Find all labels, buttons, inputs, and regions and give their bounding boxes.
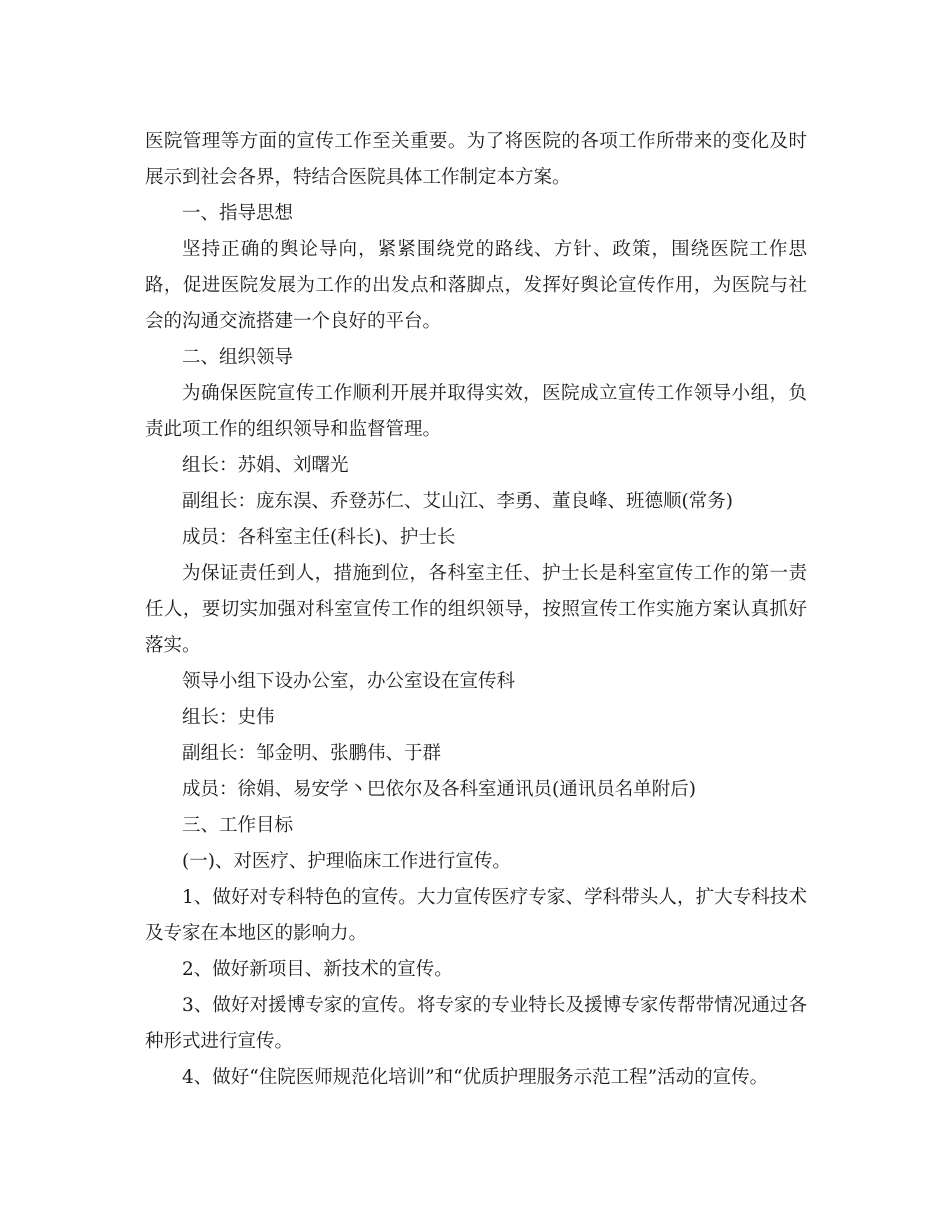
members-line: 成员：各科室主任(科长)、护士长	[182, 527, 456, 548]
responsibility-paragraph: 为保证责任到人，措施到位，各科室主任、护士长是科室宣传工作的第一责任人，要切实加强对科室宣传工作的组织领导，按照宣传工作实施方案认真抓好落实。	[145, 563, 807, 656]
goal-item-2: 2、做好新项目、新技术的宣传。	[182, 959, 453, 980]
goal-item-3: 3、做好对援博专家的宣传。将专家的专业特长及援博专家传帮带情况通过各种形式进行宣传。	[145, 995, 807, 1052]
office-deputy-line: 副组长：邹金明、张鹏伟、于群	[182, 743, 442, 764]
section-heading-organization: 二、组织领导	[182, 347, 294, 368]
section-heading-guiding-ideology: 一、指导思想	[182, 203, 294, 224]
office-line: 领导小组下设办公室，办公室设在宣传科	[182, 671, 516, 692]
goal-item-1: 1、做好对专科特色的宣传。大力宣传医疗专家、学科带头人，扩大专科技术及专家在本地区的影响力。	[145, 887, 807, 944]
group-leader-line: 组长：苏娟、刘曙光	[182, 455, 349, 476]
guiding-ideology-paragraph: 坚持正确的舆论导向，紧紧围绕党的路线、方针、政策，围绕医院工作思路，促进医院发展为工作的出发点和落脚点，发挥好舆论宣传作用，为医院与社会的沟通交流搭建一个良好的平台。	[145, 239, 807, 332]
intro-paragraph: 医院管理等方面的宣传工作至关重要。为了将医院的各项工作所带来的变化及时展示到社会各界，特结合医院具体工作制定本方案。	[145, 131, 807, 188]
document-body	[145, 124, 807, 1096]
organization-paragraph: 为确保医院宣传工作顺利开展并取得实效，医院成立宣传工作领导小组，负责此项工作的组织领导和监督管理。	[145, 383, 807, 440]
office-members-line: 成员：徐娟、易安学丶巴依尔及各科室通讯员(通讯员名单附后)	[182, 779, 696, 800]
goal-subheading-1: (一)、对医疗、护理临床工作进行宣传。	[182, 851, 511, 872]
office-leader-line: 组长：史伟	[182, 707, 275, 728]
section-heading-goals: 三、工作目标	[182, 815, 294, 836]
deputy-leader-line: 副组长：庞东淏、乔登苏仁、艾山江、李勇、董良峰、班德顺(常务)	[182, 491, 733, 512]
goal-item-4: 4、做好“住院医师规范化培训”和“优质护理服务示范工程”活动的宣传。	[182, 1067, 769, 1088]
